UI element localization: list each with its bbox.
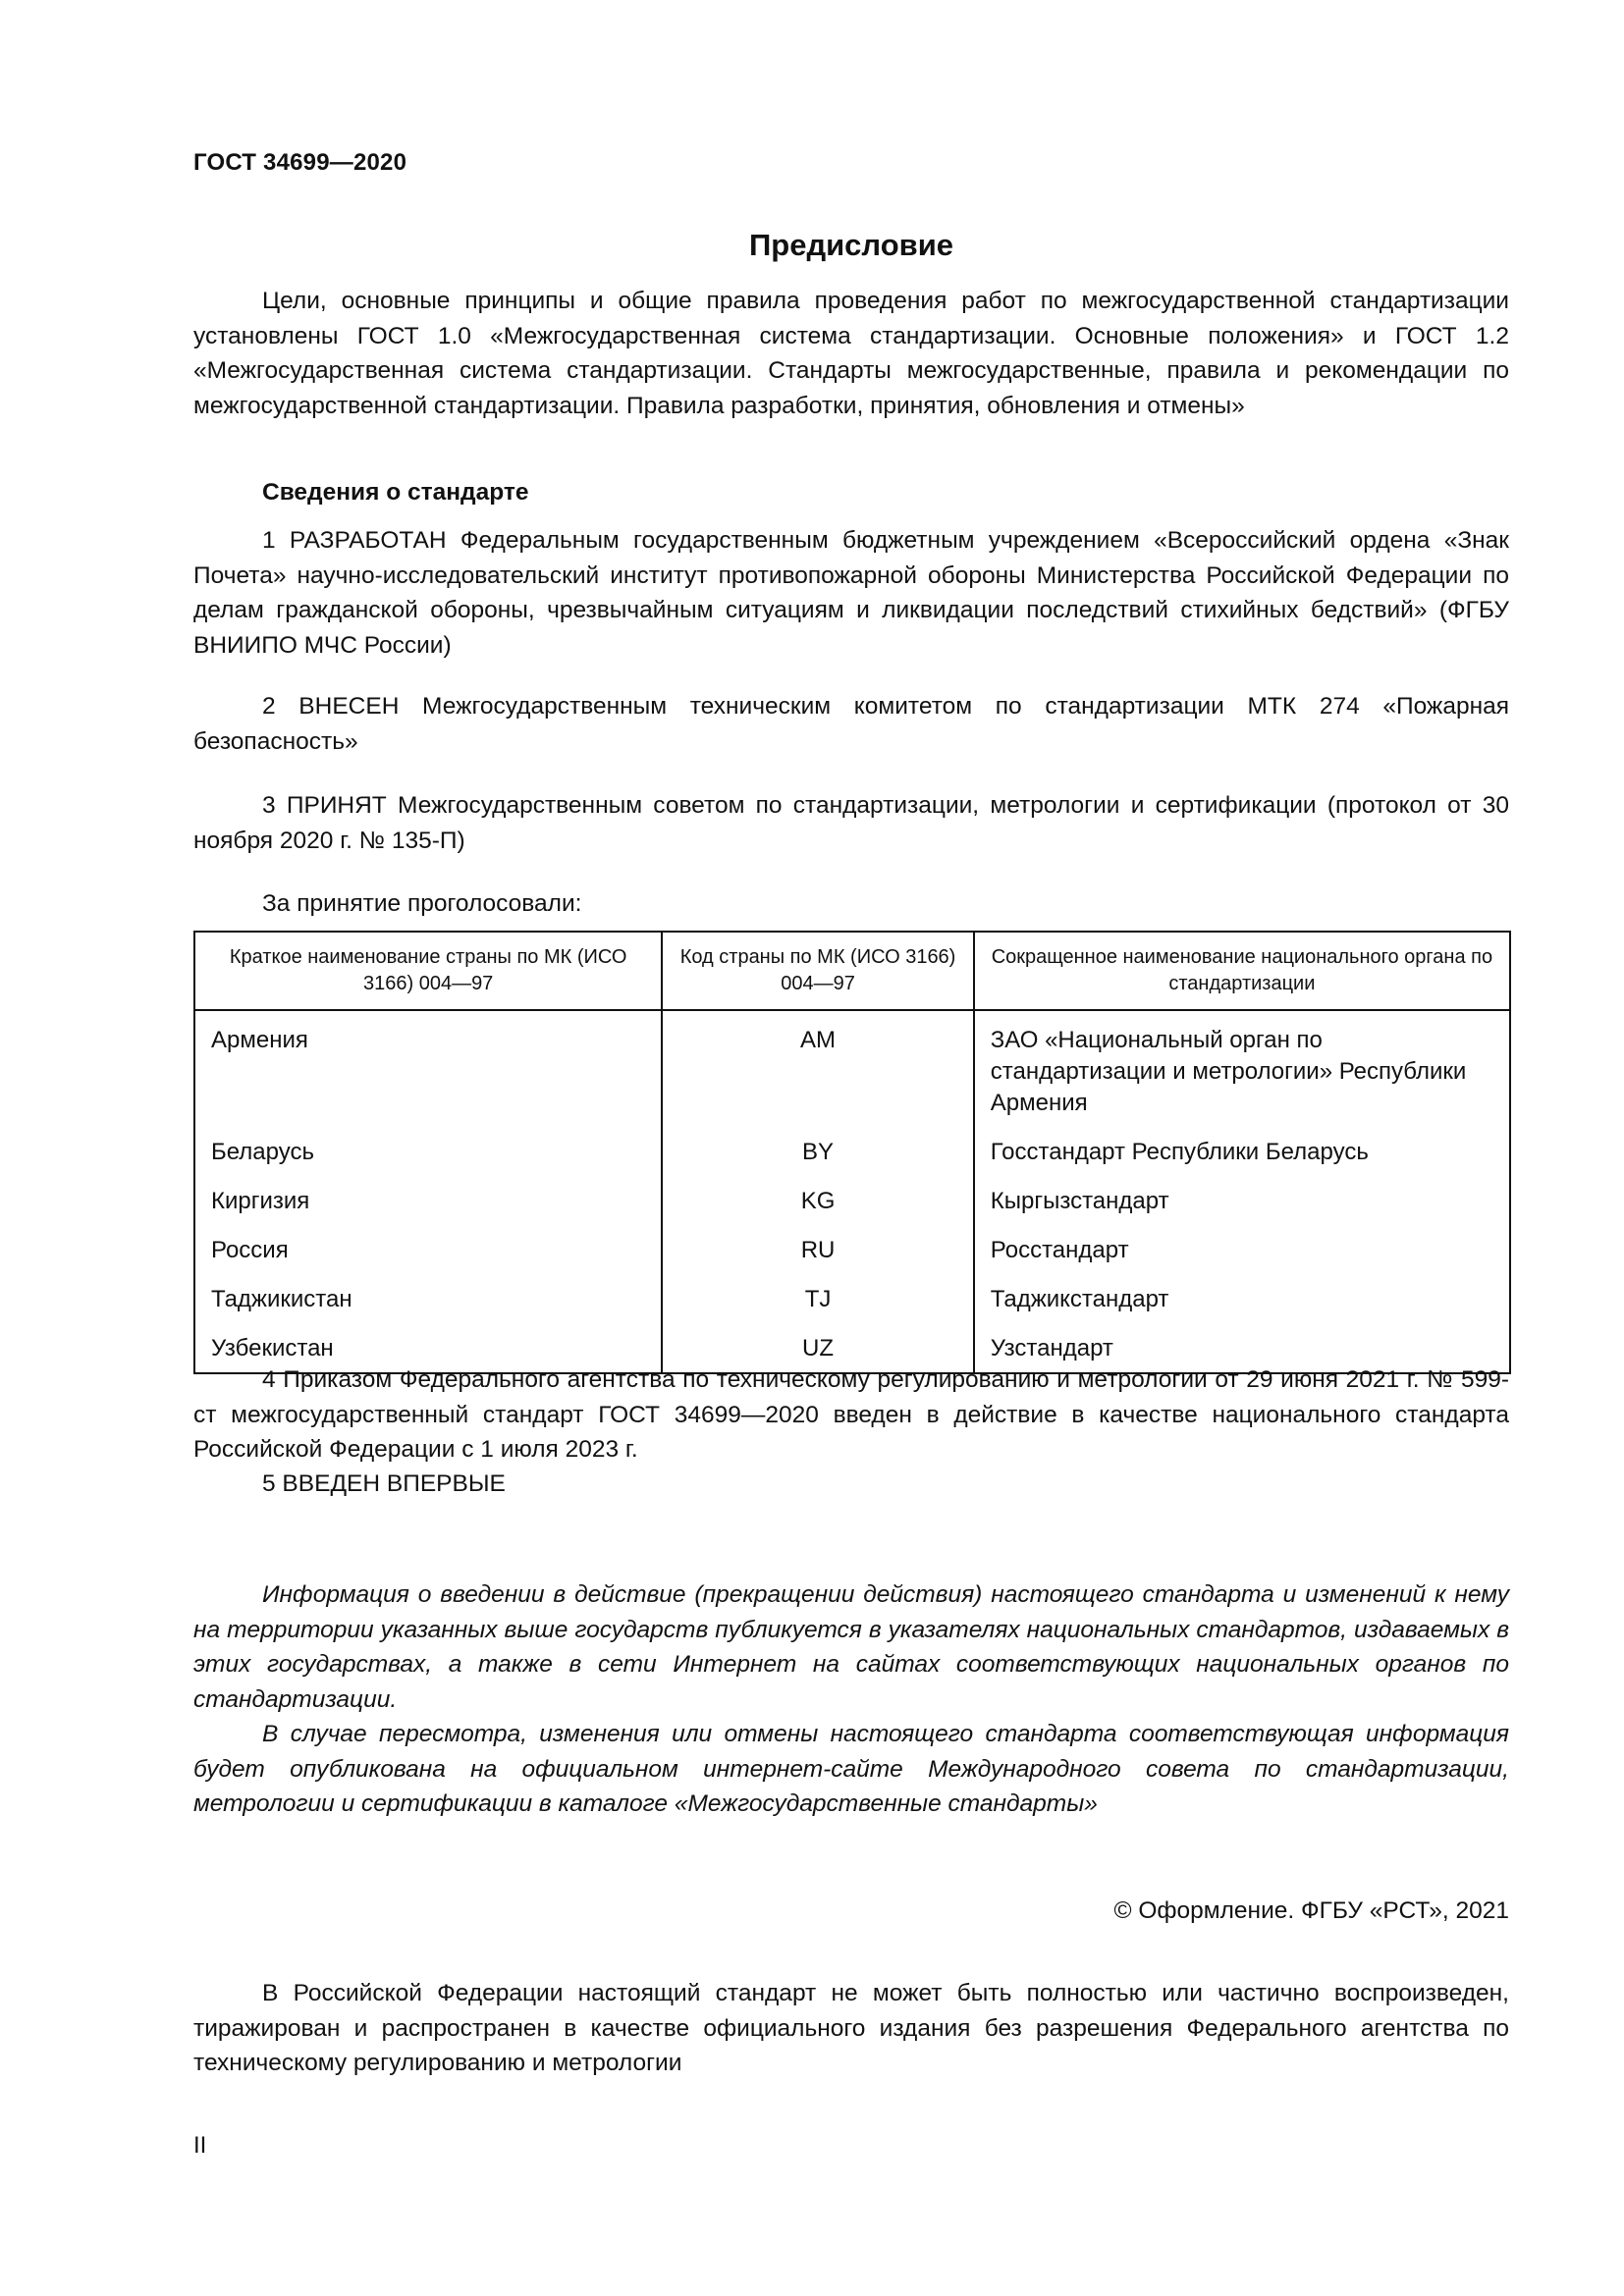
code-cell: AM <box>662 1010 973 1137</box>
rights-block <box>193 1976 1509 2081</box>
table-row <box>194 1235 1510 1284</box>
country-cell: Беларусь <box>194 1137 662 1186</box>
item-4-block <box>193 1362 1509 1468</box>
table-row <box>194 1284 1510 1333</box>
info-heading: Сведения о стандарте <box>262 479 529 506</box>
body-cell: Госстандарт Республики Беларусь <box>974 1137 1510 1186</box>
foreword-title: Предисловие <box>748 228 953 262</box>
country-cell: Киргизия <box>194 1186 662 1235</box>
body-cell: Кыргызстандарт <box>974 1186 1510 1235</box>
code-cell: RU <box>662 1235 973 1284</box>
item-3-block <box>193 788 1509 858</box>
country-cell: Армения <box>194 1010 662 1137</box>
notice-paragraph-1: Информация о введении в действие (прекращении действия) настоящего стандарта и изменений к нему на территории указанных выше государств публикуется в указателях национальных стандартов, издаваемых в этих государствах, а также в сети Интернет на сайтах соответствующих национальных органов по стандартизации. <box>193 1581 1509 1713</box>
voted-label: За принятие проголосовали: <box>262 890 582 917</box>
rights-paragraph: В Российской Федерации настоящий стандарт не может быть полностью или частично воспроизведен, тиражирован и распространен в качестве официального издания без разрешения Федерального агентства по техническому регулированию и метрологии <box>193 1980 1509 2076</box>
page-number: II <box>193 2132 207 2159</box>
table-row <box>194 1186 1510 1235</box>
item-1-paragraph: 1 РАЗРАБОТАН Федеральным государственным бюджетным учреждением «Всероссийский ордена «Знак Почета» научно-исследовательский институт противопожарной обороны Министерства Российской Федерации по делам гражданской обороны, чрезвычайным ситуациям и ликвидации последствий стихийных бедствий» (ФГБУ ВНИИПО МЧС России) <box>193 527 1509 659</box>
code-cell: UZ <box>662 1333 973 1373</box>
item-4-paragraph: 4 Приказом Федерального агентства по техническому регулированию и метрологии от 29 июня 2021 г. № 599-ст межгосударственный стандарт ГОСТ 34699—2020 введен в действие в качестве национального стандарта Российской Федерации с 1 июля 2023 г. <box>193 1366 1509 1463</box>
foreword-intro <box>193 284 1509 423</box>
header-country-name: Краткое наименование страны по МК (ИСО 3166) 004—97 <box>194 932 662 1010</box>
intro-paragraph: Цели, основные принципы и общие правила проведения работ по межгосударственной стандартизации установлены ГОСТ 1.0 «Межгосударственная система стандартизации. Основные положения» и ГОСТ 1.2 «Межгосударственная система стандартизации. Стандарты межгосударственные, правила и рекомендации по межгосударственной стандартизации. Правила разработки, принятия, обновления и отмены» <box>193 288 1509 419</box>
code-cell: BY <box>662 1137 973 1186</box>
table-row <box>194 1010 1510 1137</box>
header-country-code: Код страны по МК (ИСО 3166) 004—97 <box>662 932 973 1010</box>
table-header-row <box>194 932 1510 1010</box>
country-cell: Россия <box>194 1235 662 1284</box>
header-standards-body: Сокращенное наименование национального органа по стандартизации <box>974 932 1510 1010</box>
notice-paragraph-2: В случае пересмотра, изменения или отмены настоящего стандарта соответствующая информация будет опубликована на официальном интернет-сайте Международного совета по стандартизации, метрологии и сертификации в каталоге «Межгосударственные стандарты» <box>193 1721 1509 1817</box>
body-cell: Росстандарт <box>974 1235 1510 1284</box>
votes-table <box>193 931 1511 1374</box>
item-2-paragraph: 2 ВНЕСЕН Межгосударственным техническим комитетом по стандартизации МТК 274 «Пожарная безопасность» <box>193 693 1509 755</box>
country-cell: Узбекистан <box>194 1333 662 1373</box>
code-cell: TJ <box>662 1284 973 1333</box>
country-cell: Таджикистан <box>194 1284 662 1333</box>
body-cell: ЗАО «Национальный орган по стандартизации и метрологии» Республики Армения <box>974 1010 1510 1137</box>
item-2-block <box>193 689 1509 759</box>
copyright-line: © Оформление. ФГБУ «РСТ», 2021 <box>1113 1897 1509 1924</box>
table-row <box>194 1137 1510 1186</box>
item-1-block <box>193 523 1509 663</box>
body-cell: Таджикстандарт <box>974 1284 1510 1333</box>
item-5: 5 ВВЕДЕН ВПЕРВЫЕ <box>262 1470 506 1497</box>
notice-block <box>193 1577 1509 1822</box>
body-cell: Узстандарт <box>974 1333 1510 1373</box>
document-id: ГОСТ 34699—2020 <box>193 149 407 176</box>
code-cell: KG <box>662 1186 973 1235</box>
item-3-paragraph: 3 ПРИНЯТ Межгосударственным советом по стандартизации, метрологии и сертификации (протокол от 30 ноября 2020 г. № 135-П) <box>193 792 1509 854</box>
